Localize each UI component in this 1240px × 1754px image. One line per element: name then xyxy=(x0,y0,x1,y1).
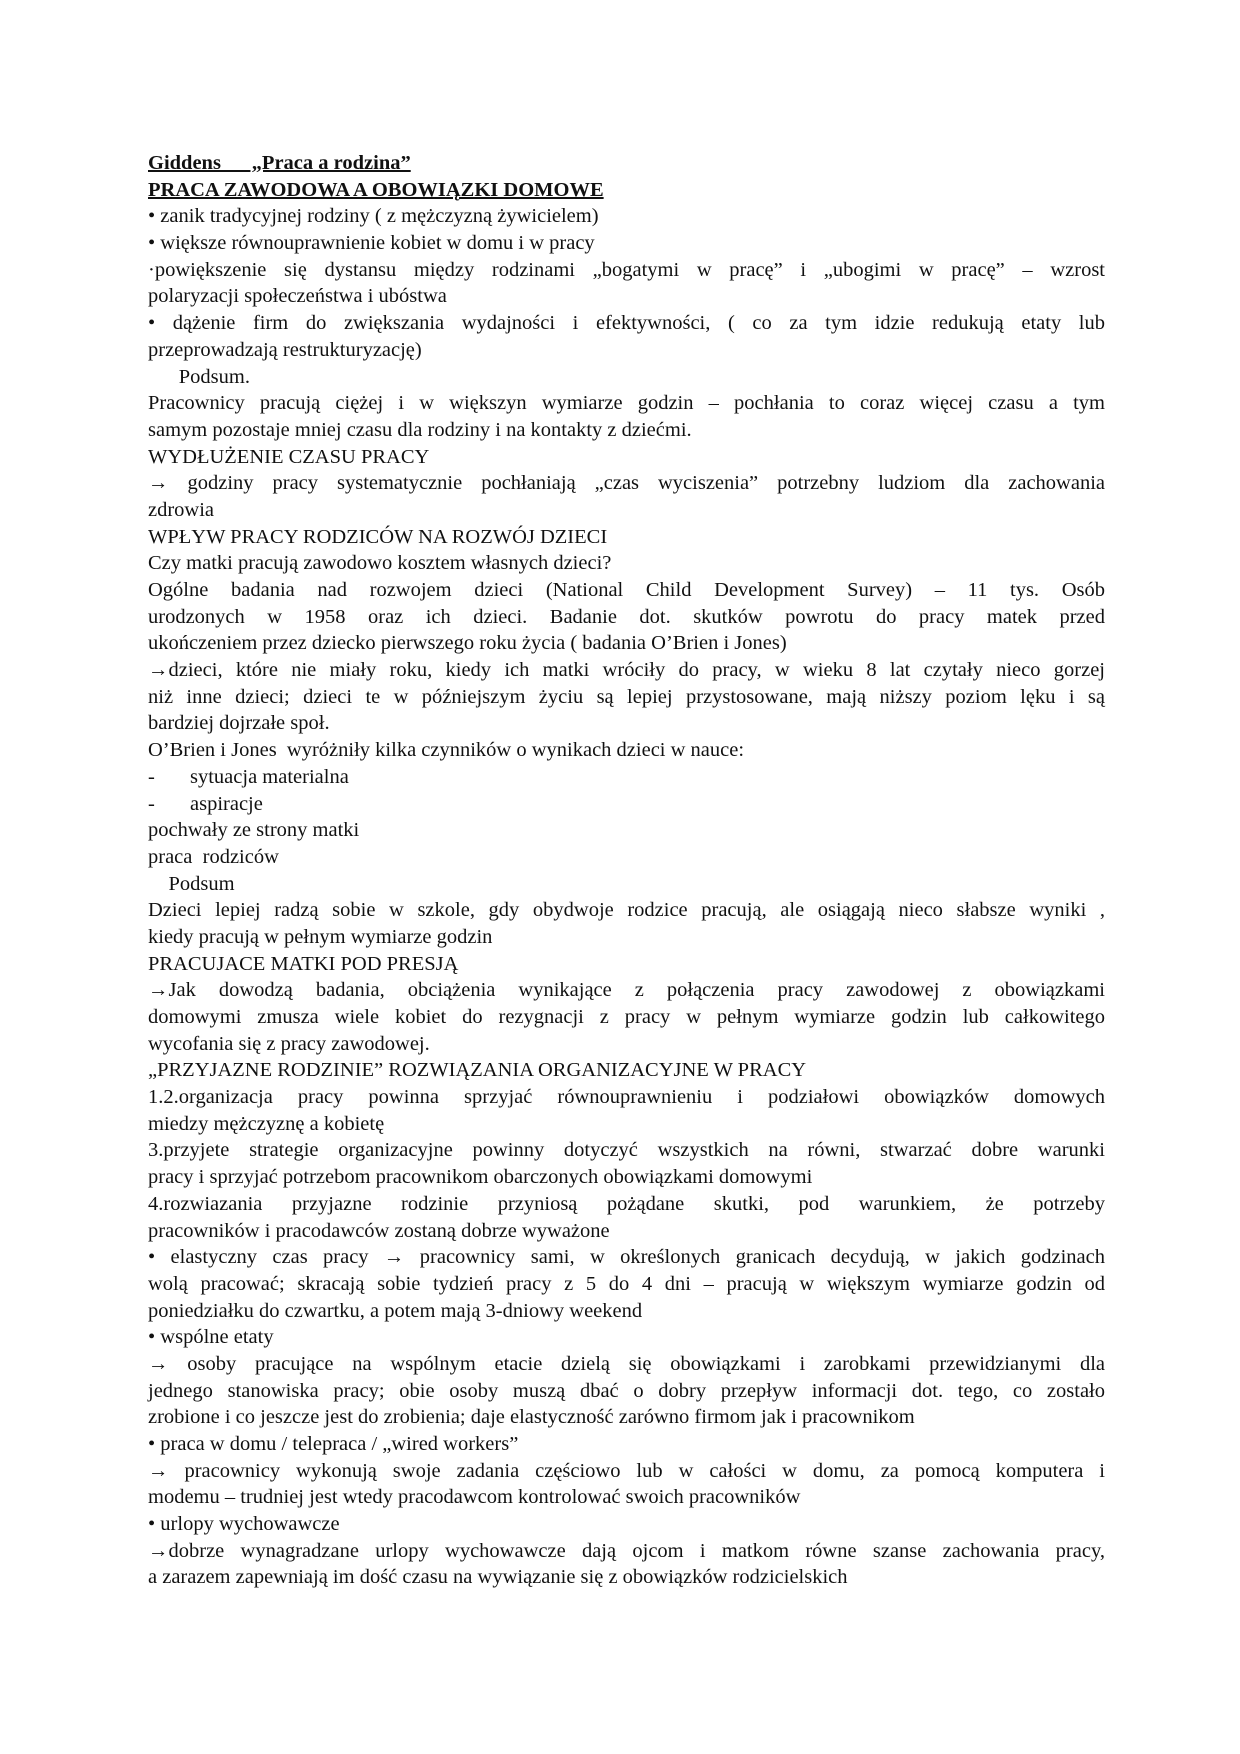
line-text: 1.2.organizacja pracy powinna sprzyjać równouprawnieniu i podziałowi obowiązków domowych xyxy=(148,1086,1105,1109)
line-text: miedzy mężczyznę a kobietę xyxy=(148,1112,385,1135)
text-line xyxy=(148,230,1105,257)
text-line xyxy=(148,364,1105,391)
line-text: Podsum xyxy=(148,872,235,895)
line-text: PRACA ZAWODOWA A OBOWIĄZKI DOMOWE xyxy=(148,178,604,201)
text-line xyxy=(148,1084,1105,1111)
text-line xyxy=(148,1031,1105,1058)
line-text: urodzonych w 1958 oraz ich dzieci. Badanie dot. skutków powrotu do pracy matek przed xyxy=(148,605,1105,628)
line-text: • wspólne etaty xyxy=(148,1326,274,1349)
line-text: → osoby pracujące na wspólnym etacie dzielą się obowiązkami i zarobkami przewidzianymi dla xyxy=(148,1352,1105,1375)
line-text: • zanik tradycyjnej rodziny ( z mężczyzną żywicielem) xyxy=(148,205,599,228)
heading-line xyxy=(148,150,1105,177)
line-text: pochwały ze strony matki xyxy=(148,819,360,842)
line-text: sytuacja materialna xyxy=(190,765,349,788)
text-line xyxy=(148,871,1105,898)
line-text: ·powiększenie się dystansu między rodzinami „bogatymi w pracę” i „ubogimi w pracę” – wzrost xyxy=(148,258,1105,281)
text-line xyxy=(148,1484,1105,1511)
line-text: niż inne dzieci; dzieci te w późniejszym życiu są lepiej przystosowane, mają niższy poziom lęku i są xyxy=(148,685,1105,708)
text-line xyxy=(148,310,1105,337)
line-text: 4.rozwiazania przyjazne rodzinie przyniosą pożądane skutki, pod warunkiem, że potrzeby xyxy=(148,1192,1105,1215)
line-text: samym pozostaje mniej czasu dla rodziny i na kontakty z dziećmi. xyxy=(148,418,692,441)
line-text: bardziej dojrzałe społ. xyxy=(148,712,330,735)
line-text: praca rodziców xyxy=(148,845,279,868)
text-line xyxy=(148,1164,1105,1191)
line-text: • urlopy wychowawcze xyxy=(148,1513,340,1536)
text-line xyxy=(148,1298,1105,1325)
text-line xyxy=(148,977,1105,1004)
text-line xyxy=(148,444,1105,471)
line-text: Ogólne badania nad rozwojem dzieci (National Child Development Survey) – 11 tys. Osób xyxy=(148,579,1105,601)
text-line xyxy=(148,1564,1105,1591)
text-line xyxy=(148,844,1105,871)
list-dash: - xyxy=(148,765,155,788)
text-line xyxy=(148,630,1105,657)
text-line xyxy=(148,1137,1105,1164)
text-line xyxy=(148,710,1105,737)
text-line xyxy=(148,524,1105,551)
text-line xyxy=(148,924,1105,951)
text-line xyxy=(148,604,1105,631)
text-line xyxy=(148,1191,1105,1218)
line-text: →dobrze wynagradzane urlopy wychowawcze dają ojcom i matkom równe szanse zachowania pracy, xyxy=(148,1539,1105,1562)
line-text: • dążenie firm do zwiększania wydajności i efektywności, ( co za tym idzie redukują etaty lub xyxy=(148,312,1105,335)
line-text: wycofania się z pracy zawodowej. xyxy=(148,1032,430,1055)
text-line xyxy=(148,817,1105,844)
line-text: zrobione i co jeszcze jest do zrobienia; daje elastyczność zarówno firmom jak i pracownikom xyxy=(148,1406,915,1429)
list-item xyxy=(148,764,1105,791)
text-line xyxy=(148,684,1105,711)
text-line xyxy=(148,657,1105,684)
line-text: polaryzacji społeczeństwa i ubóstwa xyxy=(148,285,447,308)
text-line xyxy=(148,1244,1105,1271)
line-text: zdrowia xyxy=(148,498,215,521)
text-line xyxy=(148,1057,1105,1084)
text-line xyxy=(148,417,1105,444)
line-text: • większe równouprawnienie kobiet w domu i w pracy xyxy=(148,232,595,255)
line-text: Pracownicy pracują ciężej i w większyn wymiarze godzin – pochłania to coraz więcej czasu a tym xyxy=(148,392,1105,415)
list-dash: - xyxy=(148,792,155,815)
text-line xyxy=(148,203,1105,230)
line-text: Dzieci lepiej radzą sobie w szkole, gdy obydwoje rodzice pracują, ale osiągają nieco słabsze wyniki , xyxy=(148,899,1105,922)
text-line xyxy=(148,1324,1105,1351)
text-line xyxy=(148,1004,1105,1031)
line-text: Podsum. xyxy=(148,365,250,388)
line-text: → godziny pracy systematycznie pochłaniają „czas wyciszenia” potrzebny ludziom dla zachowania xyxy=(148,472,1105,495)
text-line xyxy=(148,283,1105,310)
text-line xyxy=(148,1351,1105,1378)
text-line xyxy=(148,390,1105,417)
text-line xyxy=(148,1378,1105,1405)
line-text: →Jak dowodzą badania, obciążenia wynikające z połączenia pracy zawodowej z obowiązkami xyxy=(148,979,1105,1002)
text-line xyxy=(148,897,1105,924)
text-line xyxy=(148,1404,1105,1431)
text-line xyxy=(148,497,1105,524)
list-item xyxy=(148,791,1105,818)
heading-line xyxy=(148,177,1105,204)
line-text: Czy matki pracują zawodowo kosztem własnych dzieci? xyxy=(148,552,612,575)
line-text: ukończeniem przez dziecko pierwszego roku życia ( badania O’Brien i Jones) xyxy=(148,632,787,655)
text-line xyxy=(148,1538,1105,1565)
line-text: pracy i sprzyjać potrzebom pracownikom obarczonych obowiązkami domowymi xyxy=(148,1166,813,1189)
line-text: pracowników i pracodawców zostaną dobrze wyważone xyxy=(148,1219,610,1242)
line-text: WYDŁUŻENIE CZASU PRACY xyxy=(148,445,430,468)
line-text: • praca w domu / telepraca / „wired workers” xyxy=(148,1433,519,1455)
line-text: Giddens „Praca a rodzina” xyxy=(148,152,411,174)
text-line xyxy=(148,1218,1105,1245)
line-text: „PRZYJAZNE RODZINIE” ROZWIĄZANIA ORGANIZACYJNE W PRACY xyxy=(148,1059,807,1082)
line-text: aspiracje xyxy=(190,792,263,815)
text-line xyxy=(148,1431,1105,1458)
text-line xyxy=(148,337,1105,364)
line-text: PRACUJACE MATKI POD PRESJĄ xyxy=(148,952,459,975)
document-page xyxy=(148,150,1105,1591)
line-text: WPŁYW PRACY RODZICÓW NA ROZWÓJ DZIECI xyxy=(148,525,608,548)
line-text: domowymi zmusza wiele kobiet do rezygnacji z pracy w pełnym wymiarze godzin lub całkowitego xyxy=(148,1006,1105,1028)
text-line xyxy=(148,1271,1105,1298)
line-text: przeprowadzają restrukturyzację) xyxy=(148,338,422,361)
line-text: wolą pracować; skracają sobie tydzień pracy z 5 do 4 dni – pracują w większym wymiarze godzin od xyxy=(148,1272,1105,1295)
text-line xyxy=(148,470,1105,497)
text-line xyxy=(148,1111,1105,1138)
text-line xyxy=(148,1511,1105,1538)
line-text: poniedziałku do czwartku, a potem mają 3-dniowy weekend xyxy=(148,1299,643,1322)
line-text: jednego stanowiska pracy; obie osoby muszą dbać o dobry przepływ informacji dot. tego, co zostało xyxy=(148,1379,1105,1402)
line-text: O’Brien i Jones wyróżniły kilka czynników o wynikach dzieci w nauce: xyxy=(148,739,745,762)
line-text: 3.przyjete strategie organizacyjne powinny dotyczyć wszystkich na równi, stwarzać dobre warunki xyxy=(148,1139,1105,1162)
text-line xyxy=(148,951,1105,978)
line-text: → pracownicy wykonują swoje zadania częściowo lub w całości w domu, za pomocą komputera i xyxy=(148,1459,1105,1482)
line-text: →dzieci, które nie miały roku, kiedy ich matki wróciły do pracy, w wieku 8 lat czytały nieco gorzej xyxy=(148,659,1105,682)
line-text: modemu – trudniej jest wtedy pracodawcom kontrolować swoich pracowników xyxy=(148,1486,801,1509)
text-line xyxy=(148,577,1105,604)
text-line xyxy=(148,1458,1105,1485)
line-text: kiedy pracują w pełnym wymiarze godzin xyxy=(148,925,493,948)
text-line xyxy=(148,550,1105,577)
text-line xyxy=(148,737,1105,764)
line-text: • elastyczny czas pracy → pracownicy sami, w określonych granicach decydują, w jakich godzinach xyxy=(148,1246,1105,1269)
text-line xyxy=(148,257,1105,284)
line-text: a zarazem zapewniają im dość czasu na wywiązanie się z obowiązków rodzicielskich xyxy=(148,1566,848,1589)
